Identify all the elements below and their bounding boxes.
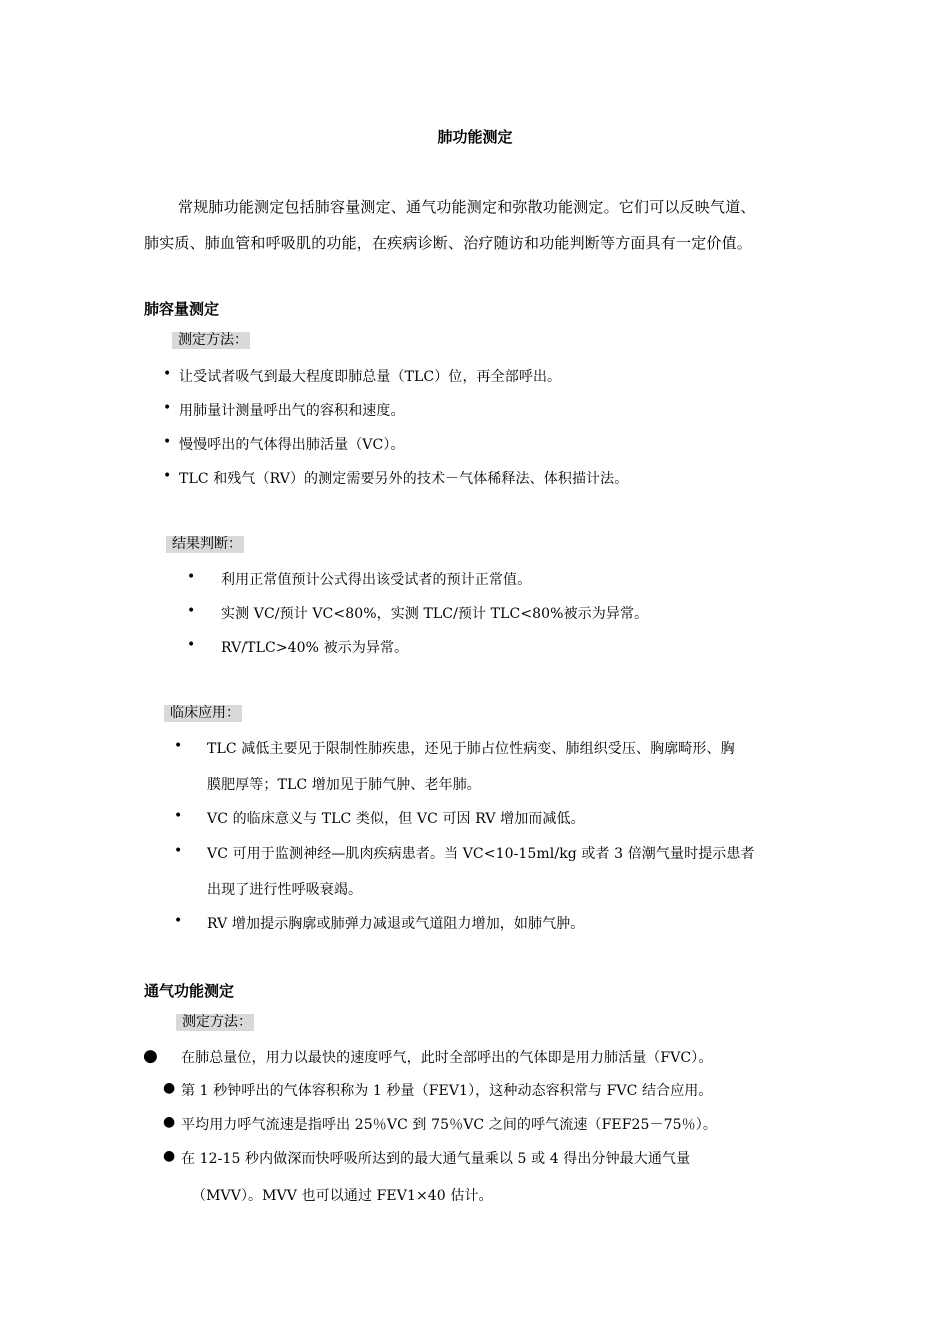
list-item: 在 12-15 秒内做深而快呼吸所达到的最大通气量乘以 5 或 4 得出分钟最大通气量 <box>181 1151 691 1167</box>
list-item: 利用正常值预计公式得出该受试者的预计正常值。 <box>221 572 532 588</box>
bullet-icon: • <box>163 468 172 484</box>
list-item: TLC 减低主要见于限制性肺疾患，还见于肺占位性病变、肺组织受压、胸廓畸形、胸 <box>207 741 735 757</box>
section-heading-lung-volume: 肺容量测定 <box>144 300 220 318</box>
subheading-method-2: 测定方法： <box>176 1014 254 1031</box>
subheading-clinical: 临床应用： <box>164 705 242 722</box>
section-heading-ventilation: 通气功能测定 <box>144 982 235 1000</box>
list-item-continuation: 膜肥厚等；TLC 增加见于肺气肿、老年肺。 <box>207 777 481 793</box>
intro-line-2: 肺实质、肺血管和呼吸肌的功能，在疾病诊断、治疗随访和功能判断等方面具有一定价值。 <box>144 234 753 252</box>
list-item: RV/TLC>40% 被示为异常。 <box>221 640 409 656</box>
bullet-icon: • <box>187 637 196 653</box>
list-item: VC 可用于监测神经—肌肉疾病患者。当 VC<10-15ml/kg 或者 3 倍潮气量时提示患者 <box>207 846 755 862</box>
list-item: 平均用力呼气流速是指呼出 25％VC 到 75％VC 之间的呼气流速（FEF25－75％）。 <box>181 1117 717 1133</box>
bullet-icon: • <box>174 808 183 824</box>
bullet-icon: • <box>163 400 172 416</box>
bullet-icon: • <box>163 366 172 382</box>
bullet-icon: ● <box>163 1080 176 1096</box>
bullet-icon: ● <box>163 1114 176 1130</box>
list-item: 用肺量计测量呼出气的容积和速度。 <box>179 403 405 419</box>
bullet-icon: ● <box>163 1148 176 1164</box>
list-item: 实测 VC/预计 VC<80%，实测 TLC/预计 TLC<80%被示为异常。 <box>221 606 649 622</box>
bullet-icon: • <box>174 738 183 754</box>
list-item: 在肺总量位，用力以最快的速度呼气，此时全部呼出的气体即是用力肺活量（FVC）。 <box>181 1050 713 1066</box>
bullet-icon: • <box>187 569 196 585</box>
bullet-icon: • <box>187 603 196 619</box>
list-item-continuation: （MVV）。MVV 也可以通过 FEV1×40 估计。 <box>192 1188 493 1204</box>
list-item: 第 1 秒钟呼出的气体容积称为 1 秒量（FEV1），这种动态容积常与 FVC 结合应用。 <box>181 1083 713 1099</box>
subheading-result: 结果判断： <box>166 536 244 553</box>
list-item: TLC 和残气（RV）的测定需要另外的技术－气体稀释法、体积描计法。 <box>179 471 629 487</box>
list-item: VC 的临床意义与 TLC 类似，但 VC 可因 RV 增加而减低。 <box>207 811 585 827</box>
bullet-icon: ● <box>143 1046 158 1066</box>
list-item-continuation: 出现了进行性呼吸衰竭。 <box>207 882 363 898</box>
document-title: 肺功能测定 <box>437 128 513 146</box>
list-item: 让受试者吸气到最大程度即肺总量（TLC）位，再全部呼出。 <box>179 369 562 385</box>
bullet-icon: • <box>163 434 172 450</box>
bullet-icon: • <box>174 913 183 929</box>
bullet-icon: • <box>174 843 183 859</box>
subheading-method: 测定方法： <box>172 332 250 349</box>
list-item: 慢慢呼出的气体得出肺活量（VC）。 <box>179 437 405 453</box>
intro-line-1: 常规肺功能测定包括肺容量测定、通气功能测定和弥散功能测定。它们可以反映气道、 <box>178 198 756 216</box>
list-item: RV 增加提示胸廓或肺弹力减退或气道阻力增加，如肺气肿。 <box>207 916 585 932</box>
